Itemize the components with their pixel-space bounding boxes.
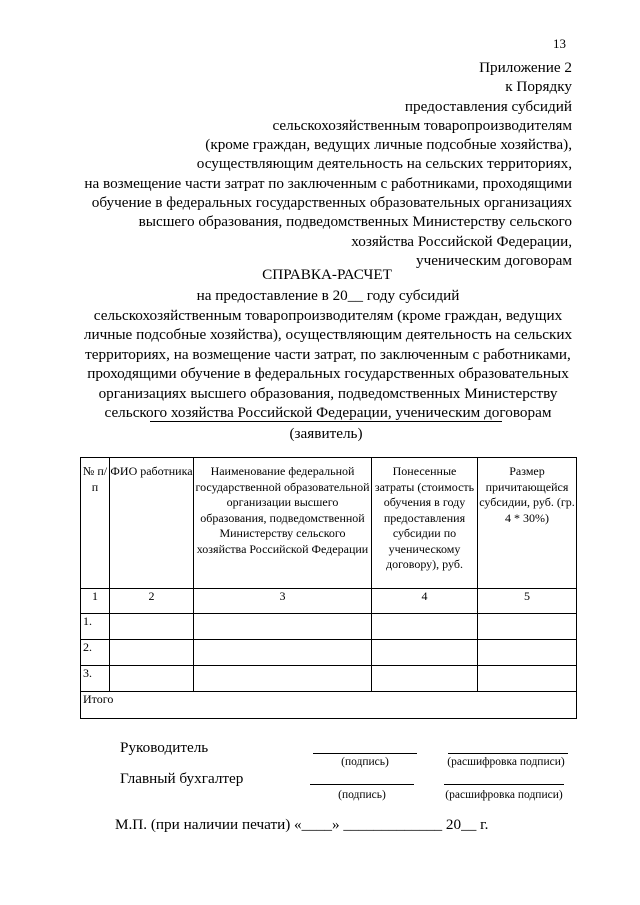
head-decode-caption: (расшифровка подписи) [447, 756, 565, 768]
appendix-line: Приложение 2 [479, 59, 572, 76]
cell-organization[interactable] [194, 666, 372, 692]
cell-costs[interactable] [372, 666, 478, 692]
accountant-signature-caption: (подпись) [338, 789, 386, 801]
appendix-line: предоставления субсидий [404, 97, 572, 115]
appendix-line: (кроме граждан, ведущих личные подсобные хозяйства), [205, 136, 572, 154]
appendix-line: обучение в федеральных государственных образовательных организациях [91, 194, 572, 212]
accountant-decode-line[interactable] [444, 784, 564, 785]
table-header-row [81, 458, 577, 589]
column-number: 5 [478, 589, 577, 614]
header-fio: ФИО работника [110, 458, 194, 589]
header-organization: Наименование федеральной государственной образовательной организации высшего образования, подведомственной Министерству сельского хозяйства Российской Федерации [194, 458, 372, 589]
document-subtitle [80, 286, 576, 423]
applicant-label: (заявитель) [289, 425, 363, 442]
subtitle-line: сельского хозяйства Российской Федерации, ученическим договорам [104, 404, 552, 421]
appendix-line: осуществляющим деятельность на сельских территориях, [196, 155, 572, 173]
appendix-line: сельскохозяйственным товаропроизводителям [272, 116, 572, 134]
row-number: 2. [81, 640, 110, 666]
subtitle-line: на предоставление в 20__ году субсидий [196, 287, 460, 304]
head-signature-line[interactable] [313, 753, 417, 754]
appendix-line: высшего образования, подведомственных Министерству сельского [138, 213, 572, 231]
cell-fio[interactable] [110, 666, 194, 692]
table-row [81, 640, 577, 666]
cell-organization[interactable] [194, 614, 372, 640]
column-number: 1 [81, 589, 110, 614]
cell-subsidy[interactable] [478, 666, 577, 692]
head-decode-line[interactable] [448, 753, 568, 754]
subtitle-line: проходящими обучение в федеральных государственных образовательных [87, 365, 569, 382]
column-number-row [81, 589, 577, 614]
subtitle-line: территориях, на возмещение части затрат, по заключенным с работниками, [85, 345, 571, 363]
cell-costs[interactable] [372, 614, 478, 640]
total-label: Итого [81, 692, 577, 719]
row-number: 1. [81, 614, 110, 640]
row-number: 3. [81, 666, 110, 692]
document-title: СПРАВКА-РАСЧЕТ [262, 266, 392, 283]
head-signature-caption: (подпись) [341, 756, 389, 768]
table-row [81, 614, 577, 640]
subtitle-line: сельскохозяйственным товаропроизводителям (кроме граждан, ведущих [93, 306, 563, 324]
head-label: Руководитель [120, 739, 209, 756]
subsidy-table [80, 457, 577, 719]
cell-costs[interactable] [372, 640, 478, 666]
appendix-header [52, 58, 572, 270]
column-number: 2 [110, 589, 194, 614]
header-subsidy: Размер причитающейся субсидии, руб. (гр. 4 * 30%) [478, 458, 577, 589]
total-row [81, 692, 577, 719]
appendix-line: хозяйства Российской Федерации, [351, 232, 572, 250]
header-number: № п/п [81, 458, 110, 589]
page-number: 13 [553, 36, 566, 51]
appendix-line: на возмещение части затрат по заключенным с работниками, проходящими [84, 174, 572, 192]
cell-fio[interactable] [110, 614, 194, 640]
applicant-blank-line[interactable] [150, 421, 502, 422]
appendix-line: к Порядку [505, 78, 572, 96]
cell-fio[interactable] [110, 640, 194, 666]
accountant-signature-line[interactable] [310, 784, 414, 785]
header-costs: Понесенные затраты (стоимость обучения в году предоставления субсидии по ученическому договору), руб. [372, 458, 478, 589]
cell-subsidy[interactable] [478, 640, 577, 666]
seal-date-line: М.П. (при наличии печати) «____» _____________ 20__ г. [115, 816, 489, 833]
column-number: 4 [372, 589, 478, 614]
accountant-decode-caption: (расшифровка подписи) [445, 789, 563, 801]
column-number: 3 [194, 589, 372, 614]
cell-subsidy[interactable] [478, 614, 577, 640]
table-row [81, 666, 577, 692]
cell-organization[interactable] [194, 640, 372, 666]
subtitle-line: личные подсобные хозяйства), осуществляющим деятельность на сельских [83, 326, 573, 343]
subtitle-line: организациях высшего образования, подведомственных Министерству [98, 384, 558, 402]
appendix-line: ученическим договорам [415, 251, 572, 269]
accountant-label: Главный бухгалтер [120, 770, 244, 787]
